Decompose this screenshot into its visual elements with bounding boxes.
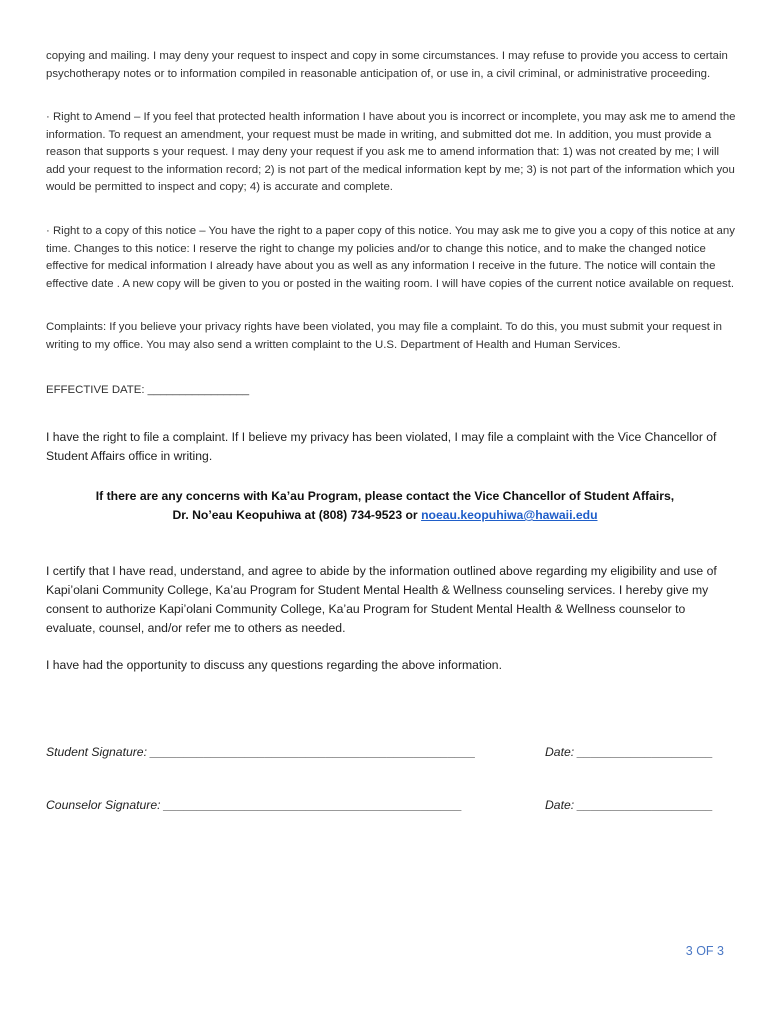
- counselor-signature-line[interactable]: Counselor Signature: ____________________________________________: [46, 798, 463, 812]
- counselor-date-line[interactable]: Date: ____________________: [545, 798, 714, 812]
- access-paragraph: copying and mailing. I may deny your request to inspect and copy in some circumstances. I may refuse to provide you access to certain psychotherapy notes or to information compiled in reasonable anticipation of, or use in, a civil criminal, or administrative proceeding.: [46, 50, 728, 80]
- right-to-file-paragraph: I have the right to file a complaint. If I believe my privacy has been violated, I may file a complaint with the Vice Chancellor of Student Affairs office in writing.: [46, 430, 717, 463]
- contact-line-1: If there are any concerns with Ka’au Program, please contact the Vice Chancellor of Student Affairs,: [95, 489, 675, 503]
- right-to-amend-paragraph: · Right to Amend – If you feel that protected health information I have about you is incorrect or incomplete, you may ask me to amend the information. To request an amendment, your request must be made in writing, and submitted dot me. In addition, you must provide a reason that supports s your request. I may deny your request if you ask me to amend information that: 1) was not created by me; I will add your request to the information record; 2) is not part of the medical information kept by me; 3) is not part of the information which you would be permitted to inspect and copy; 4) is accurate and complete.: [46, 111, 736, 194]
- student-signature-line[interactable]: Student Signature: ________________________________________________: [46, 745, 476, 759]
- contact-line-2-text: Dr. No’eau Keopuhiwa at (808) 734-9523 or: [172, 508, 422, 522]
- right-to-copy-paragraph: · Right to a copy of this notice – You have the right to a paper copy of this notice. You may ask me to give you a copy of this notice at any time. Changes to this notice: I reserve the right to change my policies and/or to change this notice, and to make the changed notice effective for medical information I already have about you as well as any information I receive in the future. The notice will contain the effective date . A new copy will be given to you or posted in the waiting room. I will have copies of the current notice available on request.: [46, 225, 735, 290]
- discussion-paragraph: I have had the opportunity to discuss any questions regarding the above information.: [46, 658, 502, 672]
- page-number: 3 OF 3: [685, 944, 724, 958]
- effective-date-line: EFFECTIVE DATE: ________________: [46, 384, 250, 396]
- contact-email-link[interactable]: noeau.keopuhiwa@hawaii.edu: [421, 508, 598, 522]
- student-date-line[interactable]: Date: ____________________: [545, 745, 714, 759]
- complaints-paragraph: Complaints: If you believe your privacy rights have been violated, you may file a complaint. To do this, you must submit your request in writing to my office. You may also send a written complaint to the U.S. Department of Health and Human Services.: [46, 321, 722, 351]
- contact-line-2: [46, 506, 724, 525]
- certification-paragraph: I certify that I have read, understand, and agree to abide by the information outlined above regarding my eligibility and use of Kapi’olani Community College, Ka’au Program for Student Mental Health & Wellness counseling services. I hereby give my consent to authorize Kapi’olani Community College, Ka’au Program for Student Mental Health & Wellness counselor to evaluate, counsel, and/or refer me to others as needed.: [46, 564, 717, 635]
